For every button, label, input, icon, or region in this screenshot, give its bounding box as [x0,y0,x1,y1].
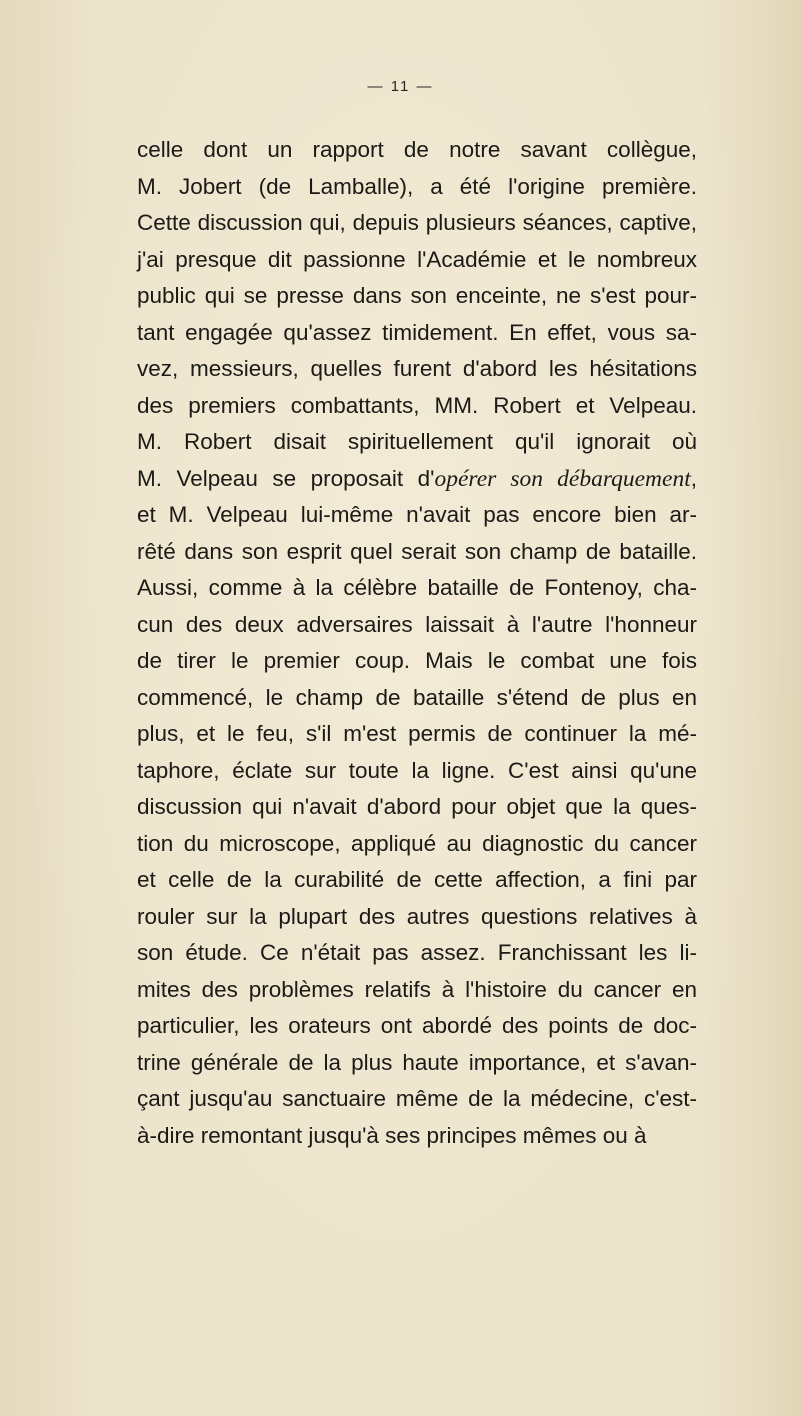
text-line: tant engagée qu'assez timidement. En effet, vous sa- [137,319,697,345]
text-line: discussion qui n'avait d'abord pour objet que la ques- [137,794,697,819]
text-line: commencé, le champ de bataille s'étend de plus en [137,684,697,710]
text-line: des premiers combattants, MM. Robert et Velpeau. [137,392,697,418]
text-line: rouler sur la plupart des autres questions relatives à [137,903,697,929]
text-line: public qui se presse dans son enceinte, ne s'est pour- [137,283,697,308]
text-line: particulier, les orateurs ont abordé des points de doc- [137,1013,697,1038]
text-line: M. Robert disait spirituellement qu'il ignorait où [137,429,697,454]
text-line: à-dire remontant jusqu'à ses principes mêmes ou à [137,1122,647,1148]
text-line: de tirer le premier coup. Mais le combat une fois [137,648,697,673]
text-line: tion du microscope, appliqué au diagnostic du cancer [137,830,697,856]
text-line: mites des problèmes relatifs à l'histoire du cancer en [137,976,697,1002]
text-line: Cette discussion qui, depuis plusieurs séances, captive, [137,210,697,235]
text-line: et celle de la curabilité de cette affection, a fini par [137,867,697,892]
line-prefix: M. Velpeau se proposait d' [137,465,435,491]
text-line: Aussi, comme à la célèbre bataille de Fontenoy, cha- [137,575,697,600]
text-line: son étude. Ce n'était pas assez. Franchissant les li- [137,940,697,965]
page-number: — 11 — [367,78,434,95]
italic-phrase: opérer son débarquement [434,465,691,492]
text-line: M. Jobert (de Lamballe), a été l'origine première. [137,173,697,199]
body-text [137,132,697,1154]
text-line-italic-phrase [137,461,697,498]
text-line: çant jusqu'au sanctuaire même de la médecine, c'est- [137,1086,697,1111]
text-line: taphore, éclate sur toute la ligne. C'est ainsi qu'une [137,757,697,783]
text-line: cun des deux adversaires laissait à l'autre l'honneur [137,611,697,637]
line-suffix: , [690,465,697,491]
text-line: celle dont un rapport de notre savant collègue, [137,137,697,162]
text-line: trine générale de la plus haute importance, et s'avan- [137,1049,697,1075]
text-line: vez, messieurs, quelles furent d'abord les hésitations [137,356,697,381]
text-line: rêté dans son esprit quel serait son champ de bataille. [137,538,697,564]
text-line: et M. Velpeau lui-même n'avait pas encore bien ar- [137,502,697,527]
text-line: j'ai presque dit passionne l'Académie et le nombreux [137,246,697,272]
text-line: plus, et le feu, s'il m'est permis de continuer la mé- [137,721,697,746]
